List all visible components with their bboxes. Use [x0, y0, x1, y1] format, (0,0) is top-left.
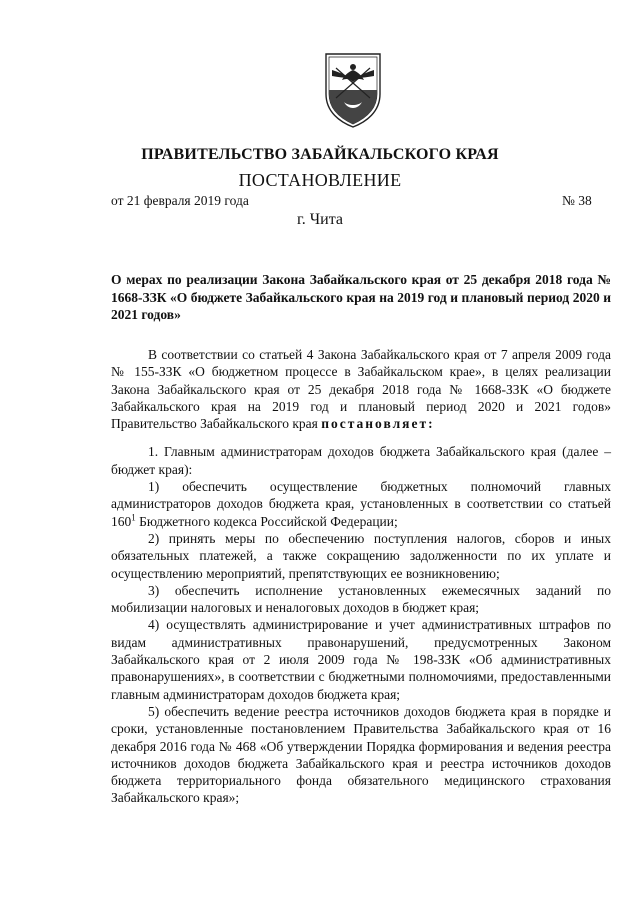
clause-1-item-3: 3) обеспечить исполнение установленных ежемесячных заданий по мобилизации налоговых и неналоговых доходов в бюджет края; [111, 582, 611, 616]
document-body [111, 346, 611, 807]
organization-name: ПРАВИТЕЛЬСТВО ЗАБАЙКАЛЬСКОГО КРАЯ [141, 146, 499, 163]
clause-1-item-2: 2) принять меры по обеспечению поступления налогов, сборов и иных обязательных платежей, а также сокращению задолженности по их уплате и осуществлению мероприятий, препятствующих ее возникновению; [111, 530, 611, 581]
document-number: № 38 [562, 193, 592, 208]
item-1-text-end: Бюджетного кодекса Российской Федерации; [135, 513, 398, 529]
document-city: г. Чита [296, 211, 343, 228]
clause-1-item-1 [111, 478, 611, 530]
document-title: О мерах по реализации Закона Забайкальского края от 25 декабря 2018 года № 1668-ЗЗК «О бюджете Забайкальского края на 2019 год и плановый период 2020 и 2021 годов» [111, 272, 611, 322]
clause-1-item-4: 4) осуществлять администрирование и учет административных штрафов по видам административных правонарушений, предусмотренных Законом Забайкальского края от 2 июля 2009 года № 198-ЗЗК «Об административных правонарушениях», в соответствии с бюджетными полномочиями, предоставленными главным администраторам доходов бюджета края; [111, 617, 611, 702]
coat-of-arms-icon [320, 50, 386, 130]
document-date: от 21 февраля 2019 года [111, 193, 249, 208]
item-1-superscript: 1 [131, 512, 136, 523]
clause-1: 1. Главным администраторам доходов бюджета Забайкальского края (далее – бюджет края): [111, 444, 611, 477]
preamble-paragraph [111, 346, 611, 432]
resolves-word: постановляет: [321, 416, 435, 432]
clause-1-item-5: 5) обеспечить ведение реестра источников доходов бюджета края в порядке и сроки, установленные постановлением Правительства Забайкальского края от 16 декабря 2016 года № 468 «Об утверждении Порядка формирования и ведения реестра источников доходов бюджета Забайкальского края и реестра источников доходов бюджета территориального фонда обязательного медицинского страхования Забайкальского края»; [111, 703, 611, 806]
item-1-text: 1) обеспечить осуществление бюджетных полномочий главных администраторов доходов бюджета края, установленных в соответствии со статьей 160 [111, 479, 611, 529]
document-type: ПОСТАНОВЛЕНИЕ [238, 170, 402, 190]
preamble-text: В соответствии со статьей 4 Закона Забайкальского края от 7 апреля 2009 года № 155-ЗЗК «О бюджетном процессе в Забайкальском крае», в целях реализации Закона Забайкальского края от 25 декабря 2018 года № 1668-ЗЗК «О бюджете Забайкальского края на 2019 год и плановый период 2020 и 2021 годов» Правительство Забайкальского края [111, 347, 611, 432]
